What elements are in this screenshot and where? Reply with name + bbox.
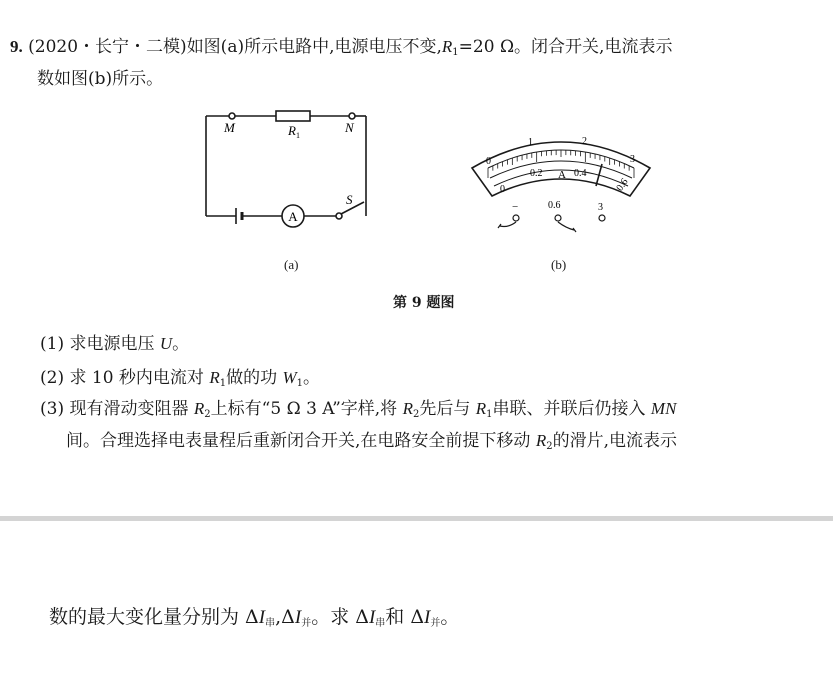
caption-a: (a) xyxy=(284,257,299,272)
ammeter-label: A xyxy=(288,209,298,224)
part-2-suffix: 。 xyxy=(303,368,321,388)
label-r1: R xyxy=(288,123,296,138)
part-2-mid: 做的功 xyxy=(226,368,283,388)
part-2 xyxy=(40,363,320,389)
part-2-var-w: W xyxy=(282,368,297,387)
r1-symbol: R xyxy=(441,37,453,56)
part-3-var-r2-b-sub: 2 xyxy=(412,409,420,420)
page-divider xyxy=(0,516,833,521)
cont-sub-bing-2: 并 xyxy=(430,618,441,629)
part-3-var-r2-sub: 2 xyxy=(204,409,211,420)
cont-sub-chuan-2: 串 xyxy=(375,618,386,629)
terminal-label-0-6: 0.6 xyxy=(548,200,561,211)
label-s: S xyxy=(346,192,353,207)
scale-top-3: 3 xyxy=(630,154,635,165)
part-3-var-mn: MN xyxy=(650,399,677,418)
terminal-label-3: 3 xyxy=(598,202,603,213)
part-3-line2 xyxy=(66,426,677,452)
cont-text-b: ,Δ xyxy=(275,606,295,628)
label-r1-sub: 1 xyxy=(296,131,300,140)
part-3-line1 xyxy=(40,394,676,420)
cont-sub-chuan-1: 串 xyxy=(265,618,276,629)
scale-top-0: 0 xyxy=(486,156,491,167)
part-3-line2-var-r2: R xyxy=(535,431,547,450)
r1-value-text: =20 Ω。闭合开关,电流表示 xyxy=(458,37,673,57)
part-3-line2-text-a: 间。合理选择电表量程后重新闭合开关,在电路安全前提下移动 xyxy=(66,431,536,451)
resistor-r1 xyxy=(276,111,310,121)
part-1-suffix: 。 xyxy=(172,334,190,354)
part-3-var-r2-b: R xyxy=(402,399,413,418)
part-3-var-r1-sub: 1 xyxy=(486,409,493,420)
figure-title: 第 9 题图 xyxy=(393,295,455,311)
terminal-m xyxy=(229,113,235,119)
scale-bottom-1: 0.2 xyxy=(530,168,543,179)
ammeter-dial xyxy=(468,118,654,238)
part-3-var-r2: R xyxy=(193,399,205,418)
part-3-text-b: 上标有“5 Ω 3 A”字样,将 xyxy=(210,399,403,419)
label-m: M xyxy=(224,120,235,135)
switch-blade xyxy=(341,202,364,214)
scale-bottom-2: 0.4 xyxy=(574,168,587,179)
wire-lead-left xyxy=(498,222,516,228)
caption-b: (b) xyxy=(551,257,567,272)
wire-lead-right xyxy=(558,222,576,232)
part-3-var-r1: R xyxy=(475,399,487,418)
part-3-text-d: 串联、并联后仍接入 xyxy=(492,399,651,419)
circuit-diagram xyxy=(196,106,386,236)
question-number: 9. xyxy=(10,37,23,56)
terminal-label-minus: − xyxy=(512,201,519,213)
terminal-n xyxy=(349,113,355,119)
part-3-line2-text-b: 的滑片,电流表示 xyxy=(552,431,677,451)
cont-var-i2: I xyxy=(294,607,302,628)
cont-sub-bing-1: 并 xyxy=(301,618,312,629)
part-2-var-w-sub: 1 xyxy=(296,378,304,389)
terminal-3-post xyxy=(599,215,605,221)
part-3-text-c: 先后与 xyxy=(419,399,476,419)
cont-var-i3: I xyxy=(368,607,376,628)
r1-subscript: 1 xyxy=(452,47,459,58)
question-stem-line1 xyxy=(10,32,672,58)
scale-bottom-0: 0 xyxy=(500,184,505,195)
question-stem-text: 如图(a)所示电路中,电源电压不变, xyxy=(186,37,442,57)
part-2-var-r: R xyxy=(209,368,220,387)
cont-var-i4: I xyxy=(424,607,431,628)
scale-top-2: 2 xyxy=(582,136,587,147)
cont-text-d: 和 Δ xyxy=(385,606,425,628)
part-3-line2-var-r2-sub: 2 xyxy=(546,441,553,452)
cont-text-a: 数的最大变化量分别为 Δ xyxy=(49,606,259,628)
question-stem-line2 xyxy=(37,64,163,89)
part-2-var-r-sub: 1 xyxy=(219,378,227,389)
part-3-text-a: (3) 现有滑动变阻器 xyxy=(40,399,194,419)
part-1-var-u: U xyxy=(159,334,173,353)
continuation-line xyxy=(49,602,459,629)
cont-text-e: 。 xyxy=(440,606,460,628)
part-1 xyxy=(40,329,189,354)
terminal-0-6-post xyxy=(555,215,561,221)
question-source: (2020・长宁・二模) xyxy=(28,37,187,57)
label-n: N xyxy=(345,120,354,135)
dial-unit: A xyxy=(558,169,566,181)
part-1-text: (1) 求电源电压 xyxy=(40,334,160,354)
terminal-minus-post xyxy=(513,215,519,221)
scale-top-1: 1 xyxy=(528,137,533,148)
question-stem-line2-text: 数如图(b)所示。 xyxy=(37,69,164,89)
cont-text-c: 。求 Δ xyxy=(311,606,369,628)
cont-var-i1: I xyxy=(258,607,266,628)
part-2-text: (2) 求 10 秒内电流对 xyxy=(40,368,210,388)
scale-bottom-3: 0.6 xyxy=(614,176,631,194)
